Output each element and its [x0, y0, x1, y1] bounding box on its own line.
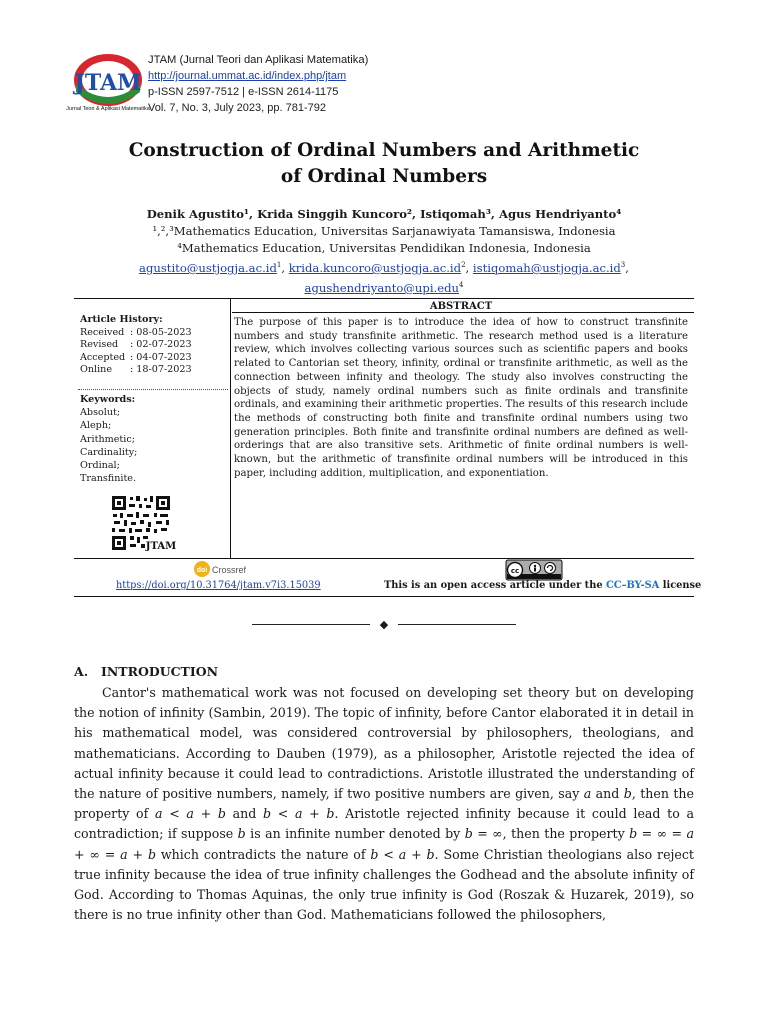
license-prefix: This is an open access article under the	[384, 580, 606, 591]
author-names: Denik Agustito¹, Krida Singgih Kuncoro², Istiqomah³, Agus Hendriyanto⁴	[146, 207, 622, 221]
crossref-label: Crossref	[212, 565, 247, 575]
journal-volume: Vol. 7, No. 3, July 2023, pp. 781-792	[148, 102, 326, 114]
svg-text:doi: doi	[196, 567, 208, 574]
journal-url-link[interactable]: http://journal.ummat.ac.id/index.php/jtam	[148, 70, 347, 82]
journal-name: JTAM (Jurnal Teori dan Aplikasi Matematika)	[148, 54, 369, 66]
license-suffix: license	[659, 580, 702, 591]
section-title: INTRODUCTION	[101, 664, 219, 679]
diamond-icon: ◆	[379, 618, 389, 631]
separator-line-left	[252, 624, 370, 625]
email-link-1[interactable]: agustito@ustjogja.ac.id	[139, 260, 277, 275]
keywords	[80, 393, 230, 485]
email-link-3[interactable]: istiqomah@ustjogja.ac.id	[472, 260, 621, 275]
history-row: Online : 18-07-2023	[80, 364, 192, 376]
qr-code-icon[interactable]	[110, 494, 177, 552]
logo-text: JTAM	[74, 70, 142, 96]
body-paragraph: Cantor's mathematical work was not focused on developing set theory but on developing the notion of infinity (Sambin, 2019). The topic of infinity, before Cantor elaborated it in detail in his mathematical model, was considered controversial by philosophers, theologians, and mathematicians. According to Dauben (1979), as a philosopher, Aristotle rejected the idea of actual infinity because it could lead to contradictions. Aristotle illustrated the understanding of the nature of positive numbers, namely, if two positive numbers are given, say 𝑎 and 𝑏, then the property of 𝑎 < 𝑎 + 𝑏 and 𝑏 < 𝑎 + 𝑏. Aristotle rejected infinity because it could lead to a contradiction; if suppose 𝑏 is an infinite number denoted by 𝑏 = ∞, then the property 𝑏 = ∞ = 𝑎 + ∞ = 𝑎 + 𝑏 which contradicts the nature of 𝑏 < 𝑎 + 𝑏. Some Christian theologians also reject true infinity because the idea of true infinity challenges the Godhead and the absolute infinity of God. According to Thomas Aquinas, the only true infinity is God (Roszak & Huzarek, 2019), so there is no true infinity other than God. Mathematicians followed the philosophers,	[74, 685, 694, 923]
author-emails: $agustito@ustjogja.ac.id^1$, $krida.kuncoro@ustjogja.ac.id^2$, $istiqomah@ustjogja.ac.id^3$,	[139, 260, 629, 275]
introduction-body	[74, 683, 694, 925]
history-label: Article History:	[80, 314, 163, 325]
license-link[interactable]: CC–BY-SA	[605, 580, 660, 591]
keyword-item: Transfinite.	[80, 473, 137, 485]
section-heading	[74, 664, 218, 679]
section-separator	[0, 617, 768, 631]
separator-line-right	[398, 624, 516, 625]
history-row: Received : 08-05-2023	[80, 326, 192, 338]
title-line-1: Construction of Ordinal Numbers and Arithmetic	[128, 140, 640, 161]
abstract-heading: ABSTRACT	[429, 301, 493, 312]
abstract-heading-rule	[232, 312, 694, 313]
keyword-item: Arithmetic;	[80, 433, 135, 445]
doi-link[interactable]: https://doi.org/10.31764/jtam.v7i3.15039	[116, 580, 321, 591]
history-divider	[78, 389, 228, 390]
frame-bottom-rule	[74, 558, 694, 559]
email-sup-2: 2	[461, 261, 466, 269]
section-number: A.	[74, 664, 89, 679]
qr-logo-text: JTAM	[145, 541, 177, 552]
footer-bottom-rule	[74, 596, 694, 597]
keyword-item: Cardinality;	[80, 446, 138, 458]
license-statement	[384, 580, 701, 591]
affiliation-1: ¹,²,³Mathematics Education, Universitas Sarjanawiyata Tamansiswa, Indonesia	[152, 224, 616, 238]
crossref-badge[interactable]	[192, 560, 272, 578]
abstract-text: The purpose of this paper is to introduce the idea of how to construct transfinite numbers and study transfinite arithmetic. The research method used is a literature review, which involves collecting various sources such as scientific papers and books related to Cantorian set theory, infinity, ordinal or transfinite arithmetic, as well as the connection between infinity and theology. The study also involves constructing the objects of study, namely ordinal numbers such as finite ordinals and transfinite ordinals, and examining their arithmetic properties. The results of this research include the methods of constructing both finite and transfinite ordinal numbers using two generation principles. Both finite and transfinite ordinal numbers are defined as well-orderings that are also transitive sets. Arithmetic of finite ordinal numbers is well-known, but the arithmetic of transfinite ordinal numbers will be introduced in this paper, including addition, multiplication, and exponentiation.	[234, 317, 688, 479]
article-history	[80, 314, 230, 377]
email-sup-3: 3	[620, 261, 626, 269]
author-block	[60, 206, 708, 297]
history-row: Revised : 02-07-2023	[80, 339, 192, 351]
email-link-2[interactable]: krida.kuncoro@ustjogja.ac.id	[288, 260, 462, 275]
keywords-label: Keywords:	[80, 394, 136, 405]
paper-title	[80, 138, 688, 190]
journal-header	[148, 52, 368, 116]
svg-text:cc: cc	[510, 567, 520, 575]
journal-issn: p-ISSN 2597-7512 | e-ISSN 2614-1175	[148, 86, 339, 98]
title-line-2: of Ordinal Numbers	[280, 166, 488, 187]
cc-by-sa-icon[interactable]	[506, 560, 562, 580]
frame-top-rule	[74, 298, 694, 299]
jtam-logo	[66, 50, 150, 116]
keyword-item: Ordinal;	[80, 460, 120, 472]
email-link-4[interactable]: agushendriyanto@upi.edu	[304, 280, 459, 295]
keyword-item: Absolut;	[80, 407, 121, 419]
email-sup-4: 4	[458, 280, 464, 289]
frame-column-divider	[230, 298, 231, 558]
history-row: Accepted : 04-07-2023	[80, 351, 192, 363]
affiliation-2: ⁴Mathematics Education, Universitas Pendidikan Indonesia, Indonesia	[177, 241, 591, 255]
email-sup-1: 1	[276, 261, 282, 269]
logo-subtext: Jurnal Teori & Aplikasi Matematika	[66, 106, 150, 112]
keyword-item: Aleph;	[80, 420, 112, 432]
